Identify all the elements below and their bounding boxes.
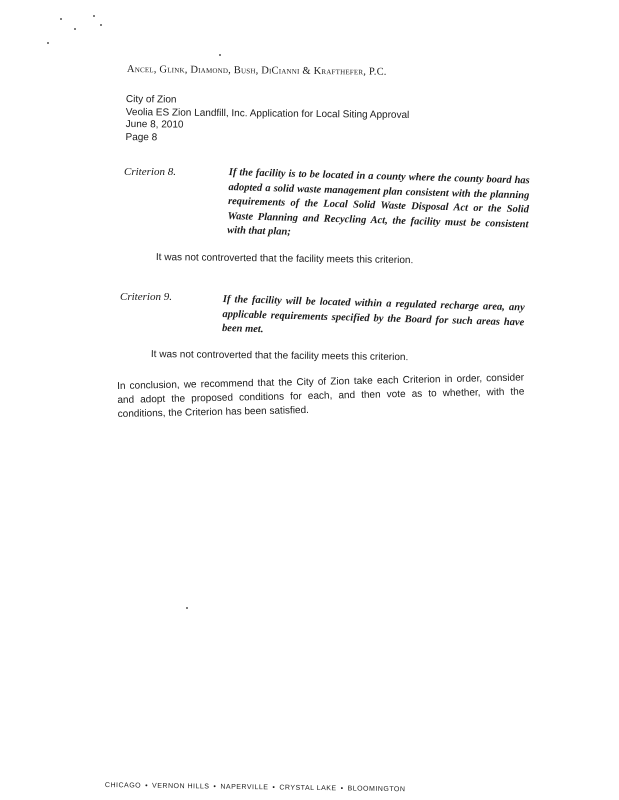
criterion-finding: It was not controverted that the facility meets this criterion. [150, 349, 409, 364]
scan-speck [60, 18, 62, 20]
scan-speck [219, 54, 221, 56]
conclusion-paragraph: In conclusion, we recommend that the City of Zion take each Criterion in order, consider and adopt the proposed conditions for each, and then vote as to whether, with the conditions, the Criterion has been satisfied. [117, 372, 525, 420]
scan-speck [47, 42, 49, 44]
office-name: VERNON HILLS [152, 782, 210, 791]
scan-speck [74, 28, 76, 30]
criterion-text: If the facility is to be located in a county where the county board has adopted a solid waste management plan consistent with the planning requirements of the Local Solid Waste Disposal Act or the Solid Waste Planning and Recycling Act, the facility must be consistent with that plan; [227, 166, 530, 238]
office-name: BLOOMINGTON [347, 785, 406, 794]
recipient: City of Zion [125, 94, 177, 106]
letterhead-firm-name: Ancel, Glink, Diamond, Bush, DiCianni & Krafthefer, P.C. [126, 64, 387, 78]
footer-offices [103, 782, 408, 793]
criterion-label: Criterion 8. [124, 166, 176, 178]
scan-speck [93, 15, 95, 17]
footer-separator: • [272, 784, 276, 792]
letter-header [125, 94, 409, 147]
footer-separator: • [213, 783, 217, 791]
page-number: Page 8 [125, 131, 158, 143]
criterion-finding: It was not controverted that the facility meets this criterion. [155, 252, 414, 267]
scan-speck [186, 607, 188, 609]
office-name: NAPERVILLE [220, 783, 269, 792]
criterion-text: If the facility will be located within a regulated recharge area, any applicable requirements specified by the Board for such areas have been met. [221, 293, 525, 336]
letter-date: June 8, 2010 [125, 118, 184, 131]
footer-separator: • [340, 785, 344, 793]
criterion-label: Criterion 9. [120, 291, 172, 303]
footer-separator: • [145, 782, 149, 790]
office-name: CHICAGO [104, 782, 142, 790]
office-name: CRYSTAL LAKE [279, 784, 337, 793]
scan-speck [100, 24, 102, 26]
subject-line: Veolia ES Zion Landfill, Inc. Application for Local Siting Approval [125, 106, 410, 121]
